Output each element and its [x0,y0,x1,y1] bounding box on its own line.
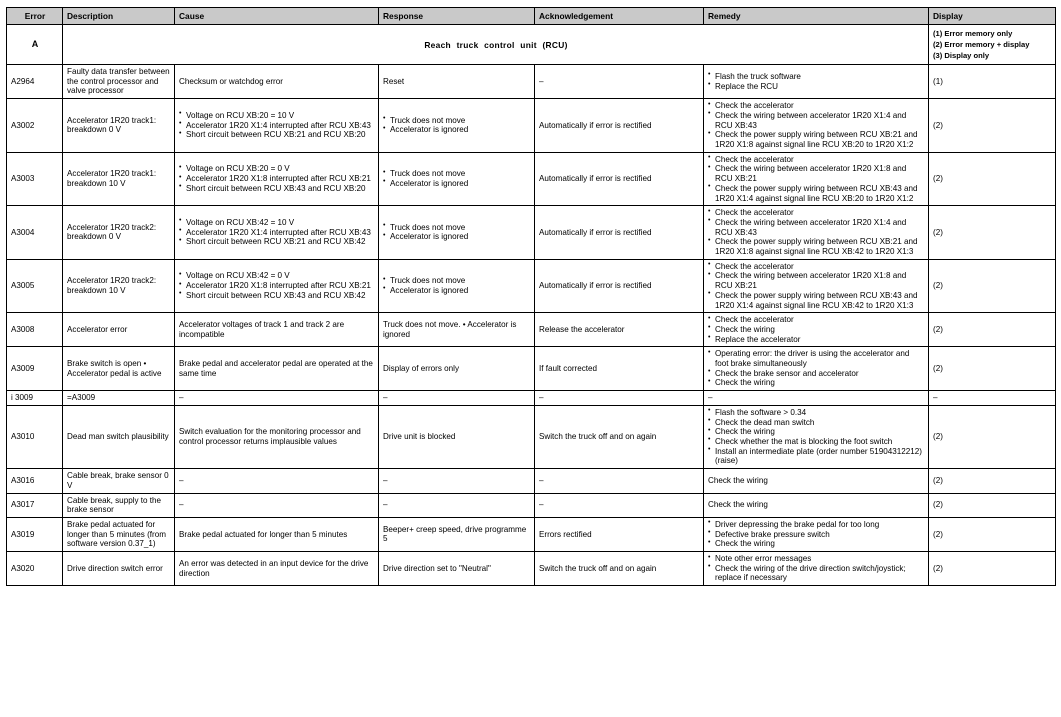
remedy-bullet-list [708,315,925,344]
cell-response [379,391,535,406]
remedy-bullet-item: • Replace the RCU [708,82,925,92]
cell-error-code: A3016 [7,469,63,493]
cell-error-code: A3005 [7,259,63,313]
column-header-response: Response [379,8,535,25]
cell-cause [175,152,379,206]
cause-bullet-list [179,164,375,193]
cell-acknowledgement [535,313,704,347]
cause-text: – [179,475,184,485]
cell-cause [175,493,379,517]
cell-cause [175,259,379,313]
cell-description [63,391,175,406]
cause-bullet-item: • Voltage on RCU XB:42 = 10 V [179,218,375,228]
response-text: Display of errors only [383,363,460,373]
response-text: Reset [383,76,405,86]
cell-display: (2) [929,405,1056,468]
cell-display: (2) [929,493,1056,517]
cell-acknowledgement [535,469,704,493]
cell-display: (2) [929,347,1056,391]
remedy-bullet-item: • Check the power supply wiring between RCU XB:43 and 1R20 X1:4 against signal line RCU XB:20 to 1R20 X1:2 [708,184,925,203]
table-row [7,313,1056,347]
remedy-bullet-item: • Check the power supply wiring between RCU XB:21 and 1R20 X1:8 against signal line RCU XB:20 to 1R20 X1:2 [708,130,925,149]
cell-remedy [704,517,929,551]
remedy-bullet-item: • Check the wiring between accelerator 1R20 X1:8 and RCU XB:21 [708,271,925,290]
group-header-row [7,25,1056,65]
cell-remedy [704,313,929,347]
cell-display: (2) [929,469,1056,493]
acknowledgement-text: – [539,500,544,510]
error-code-table [6,7,1056,586]
column-header-acknowledgement: Acknowledgement [535,8,704,25]
remedy-bullet-list [708,408,925,466]
description-text: =A3009 [67,393,96,403]
cell-description [63,493,175,517]
response-text: Beeper+ creep speed, drive programme 5 [383,524,527,544]
display-legend-line: (1) Error memory only [933,29,1013,39]
cell-display: (2) [929,99,1056,153]
acknowledgement-text: Release the accelerator [539,324,625,334]
cell-error-code: A3008 [7,313,63,347]
table-row [7,347,1056,391]
cell-acknowledgement [535,347,704,391]
cell-description [63,469,175,493]
column-header-remedy: Remedy [704,8,929,25]
cell-cause [175,405,379,468]
remedy-bullet-item: • Replace the accelerator [708,335,925,345]
display-legend-line: (3) Display only [933,51,990,61]
cell-error-code: A3004 [7,206,63,260]
table-row [7,552,1056,586]
cause-bullet-list [179,271,375,300]
response-text: – [383,393,388,403]
display-legend-line: (2) Error memory + display [933,40,1030,50]
table-body [7,25,1056,586]
response-text: – [383,500,388,510]
column-header-display: Display [929,8,1056,25]
cell-acknowledgement [535,99,704,153]
acknowledgement-text: Automatically if error is rectified [539,174,652,184]
group-code-cell: A [7,25,63,65]
remedy-bullet-item: • Check the accelerator [708,101,925,111]
cell-remedy [704,259,929,313]
cause-text: Checksum or watchdog error [179,76,283,86]
cell-remedy [704,469,929,493]
cell-cause [175,391,379,406]
acknowledgement-text: – [539,475,544,485]
column-header-cause: Cause [175,8,379,25]
cell-response [379,517,535,551]
description-text: Accelerator error [67,324,128,334]
acknowledgement-text: If fault corrected [539,363,598,373]
remedy-bullet-item: • Flash the truck software [708,72,925,82]
description-text: Dead man switch plausibility [67,432,169,442]
remedy-bullet-list [708,520,925,549]
cell-error-code: A3019 [7,517,63,551]
cell-display: (2) [929,552,1056,586]
cell-remedy [704,347,929,391]
cell-error-code: A3009 [7,347,63,391]
acknowledgement-text: – [539,76,544,86]
description-text: Drive direction switch error [67,563,163,573]
response-bullet-list [383,276,531,295]
remedy-bullet-item: • Check the wiring between accelerator 1R20 X1:8 and RCU XB:21 [708,164,925,183]
cell-error-code: A3020 [7,552,63,586]
cell-error-code: A3002 [7,99,63,153]
column-header-error: Error [7,8,63,25]
cell-acknowledgement [535,552,704,586]
response-bullet-item: • Accelerator is ignored [383,125,531,135]
response-bullet-list [383,169,531,188]
cell-cause [175,552,379,586]
cell-display: (2) [929,517,1056,551]
cause-bullet-item: • Accelerator 1R20 X1:8 interrupted after RCU XB:21 [179,174,375,184]
cell-response [379,65,535,99]
cell-description [63,313,175,347]
cell-cause [175,99,379,153]
table-row [7,405,1056,468]
cell-description [63,517,175,551]
cause-bullet-item: • Short circuit between RCU XB:43 and RCU XB:42 [179,291,375,301]
cause-bullet-list [179,218,375,247]
response-bullet-item: • Truck does not move [383,169,531,179]
description-text: Cable break, supply to the brake sensor [67,495,162,515]
cause-bullet-item: • Short circuit between RCU XB:21 and RCU XB:42 [179,237,375,247]
cell-remedy [704,405,929,468]
group-title-cell [63,25,929,65]
cell-description [63,552,175,586]
remedy-bullet-item: • Check the power supply wiring between RCU XB:21 and 1R20 X1:8 against signal line RCU XB:42 to 1R20 X1:3 [708,237,925,256]
response-text: Truck does not move. • Accelerator is ignored [383,320,517,339]
acknowledgement-text: Switch the truck off and on again [539,432,657,442]
response-bullet-item: • Accelerator is ignored [383,179,531,189]
cell-remedy [704,152,929,206]
remedy-bullet-item: • Check whether the mat is blocking the foot switch [708,437,925,447]
table-row [7,259,1056,313]
description-text: Brake pedal actuated for longer than 5 minutes (from software version 0.37_1) [67,519,166,549]
cell-acknowledgement [535,405,704,468]
table-header [7,8,1056,25]
cell-remedy [704,206,929,260]
remedy-bullet-item: • Check the wiring of the drive direction switch/joystick; replace if necessary [708,564,925,583]
cell-response [379,405,535,468]
response-bullet-item: • Accelerator is ignored [383,286,531,296]
remedy-bullet-item: • Check the dead man switch [708,418,925,428]
cell-response [379,206,535,260]
cause-text: – [179,500,184,510]
description-text: Accelerator 1R20 track1: breakdown 0 V [67,115,157,135]
cell-acknowledgement [535,65,704,99]
table-row [7,391,1056,406]
cell-display: (1) [929,65,1056,99]
response-text: Drive unit is blocked [383,432,456,442]
cell-cause [175,206,379,260]
cell-acknowledgement [535,206,704,260]
cell-description [63,65,175,99]
acknowledgement-text: Automatically if error is rectified [539,227,652,237]
remedy-bullet-item: • Operating error: the driver is using the accelerator and foot brake simultaneously [708,349,925,368]
remedy-bullet-list [708,72,925,91]
table-row [7,469,1056,493]
cell-description [63,259,175,313]
cell-acknowledgement [535,152,704,206]
column-header-description: Description [63,8,175,25]
cause-text: – [179,393,184,403]
response-bullet-list [383,223,531,242]
remedy-bullet-item: • Check the wiring [708,325,925,335]
response-bullet-list [383,116,531,135]
remedy-text: – [708,393,713,403]
description-text: Faulty data transfer between the control processor and valve processor [67,67,170,96]
cell-response [379,313,535,347]
remedy-bullet-item: • Check the wiring between accelerator 1R20 X1:4 and RCU XB:43 [708,218,925,237]
cause-text: Accelerator voltages of track 1 and track 2 are incompatible [179,320,345,339]
cause-text: Switch evaluation for the monitoring processor and control processor returns implausible values [179,427,361,446]
remedy-bullet-item: • Note other error messages [708,554,925,564]
description-text: Accelerator 1R20 track2: breakdown 0 V [67,222,157,242]
cause-bullet-list [179,111,375,140]
remedy-bullet-item: • Flash the software > 0.34 [708,408,925,418]
remedy-bullet-item: • Check the accelerator [708,155,925,165]
cell-response [379,152,535,206]
cell-display: (2) [929,152,1056,206]
remedy-bullet-item: • Check the accelerator [708,262,925,272]
acknowledgement-text: Automatically if error is rectified [539,120,652,130]
cell-display: (2) [929,313,1056,347]
cell-error-code: A2964 [7,65,63,99]
display-legend-cell [929,25,1056,65]
remedy-bullet-item: • Check the accelerator [708,315,925,325]
table-row [7,65,1056,99]
cell-acknowledgement [535,517,704,551]
remedy-text: Check the wiring [708,475,768,485]
remedy-bullet-list [708,208,925,257]
cell-acknowledgement [535,493,704,517]
cause-text: An error was detected in an input device for the drive direction [179,558,369,578]
cell-response [379,469,535,493]
cell-response [379,259,535,313]
cell-remedy [704,552,929,586]
remedy-bullet-item: • Check the power supply wiring between RCU XB:43 and 1R20 X1:4 against signal line RCU XB:42 to 1R20 X1:3 [708,291,925,310]
cause-bullet-item: • Short circuit between RCU XB:21 and RCU XB:20 [179,130,375,140]
cell-display: (2) [929,206,1056,260]
remedy-bullet-list [708,349,925,388]
remedy-bullet-item: • Install an intermediate plate (order number 51904312212) (raise) [708,447,925,466]
cell-cause [175,347,379,391]
cell-display: – [929,391,1056,406]
remedy-bullet-list [708,262,925,311]
description-text: Accelerator 1R20 track1: breakdown 10 V [67,169,157,188]
cell-error-code: A3017 [7,493,63,517]
cell-cause [175,469,379,493]
cause-bullet-item: • Voltage on RCU XB:42 = 0 V [179,271,375,281]
cause-bullet-item: • Voltage on RCU XB:20 = 10 V [179,111,375,121]
cell-response [379,493,535,517]
cell-description [63,347,175,391]
cell-response [379,347,535,391]
acknowledgement-text: Switch the truck off and on again [539,563,657,573]
table-row [7,493,1056,517]
cause-bullet-item: • Accelerator 1R20 X1:4 interrupted after RCU XB:43 [179,228,375,238]
acknowledgement-text: Automatically if error is rectified [539,281,652,291]
remedy-bullet-item: • Check the brake sensor and accelerator [708,369,925,379]
cell-remedy [704,65,929,99]
cell-acknowledgement [535,391,704,406]
remedy-bullet-list [708,155,925,204]
response-bullet-item: • Accelerator is ignored [383,232,531,242]
cell-error-code: A3010 [7,405,63,468]
response-bullet-item: • Truck does not move [383,223,531,233]
cell-cause [175,313,379,347]
remedy-bullet-item: • Check the accelerator [708,208,925,218]
remedy-text: Check the wiring [708,500,768,510]
remedy-bullet-list [708,101,925,150]
cell-error-code: A3003 [7,152,63,206]
cell-cause [175,65,379,99]
cell-acknowledgement [535,259,704,313]
cell-error-code: i 3009 [7,391,63,406]
cell-description [63,206,175,260]
remedy-bullet-item: • Check the wiring [708,539,925,549]
remedy-bullet-list [708,554,925,583]
cell-description [63,405,175,468]
cause-text: Brake pedal and accelerator pedal are operated at the same time [179,359,373,378]
description-text: Brake switch is open • Accelerator pedal is active [67,359,162,378]
response-bullet-item: • Truck does not move [383,276,531,286]
cause-bullet-item: • Voltage on RCU XB:20 = 0 V [179,164,375,174]
group-title-text: Reach truck control unit (RCU) [424,39,568,50]
cell-cause [175,517,379,551]
response-bullet-item: • Truck does not move [383,116,531,126]
table-header-row [7,8,1056,25]
response-text: – [383,475,388,485]
cell-display: (2) [929,259,1056,313]
cell-response [379,99,535,153]
description-text: Accelerator 1R20 track2: breakdown 10 V [67,276,157,295]
table-row [7,206,1056,260]
acknowledgement-text: Errors rectified [539,529,592,539]
acknowledgement-text: – [539,393,544,403]
remedy-bullet-item: • Check the wiring [708,427,925,437]
cell-remedy [704,493,929,517]
cause-bullet-item: • Short circuit between RCU XB:43 and RCU XB:20 [179,184,375,194]
cell-description [63,99,175,153]
remedy-bullet-item: • Check the wiring between accelerator 1R20 X1:4 and RCU XB:43 [708,111,925,130]
remedy-bullet-item: • Defective brake pressure switch [708,530,925,540]
response-text: Drive direction set to "Neutral" [383,563,491,573]
cause-text: Brake pedal actuated for longer than 5 minutes [179,529,348,539]
cell-remedy [704,99,929,153]
description-text: Cable break, brake sensor 0 V [67,471,169,490]
table-row [7,152,1056,206]
cell-response [379,552,535,586]
cell-remedy [704,391,929,406]
cause-bullet-item: • Accelerator 1R20 X1:8 interrupted after RCU XB:21 [179,281,375,291]
table-row [7,517,1056,551]
cell-description [63,152,175,206]
remedy-bullet-item: • Driver depressing the brake pedal for too long [708,520,925,530]
table-row [7,99,1056,153]
remedy-bullet-item: • Check the wiring [708,378,925,388]
cause-bullet-item: • Accelerator 1R20 X1:4 interrupted after RCU XB:43 [179,121,375,131]
